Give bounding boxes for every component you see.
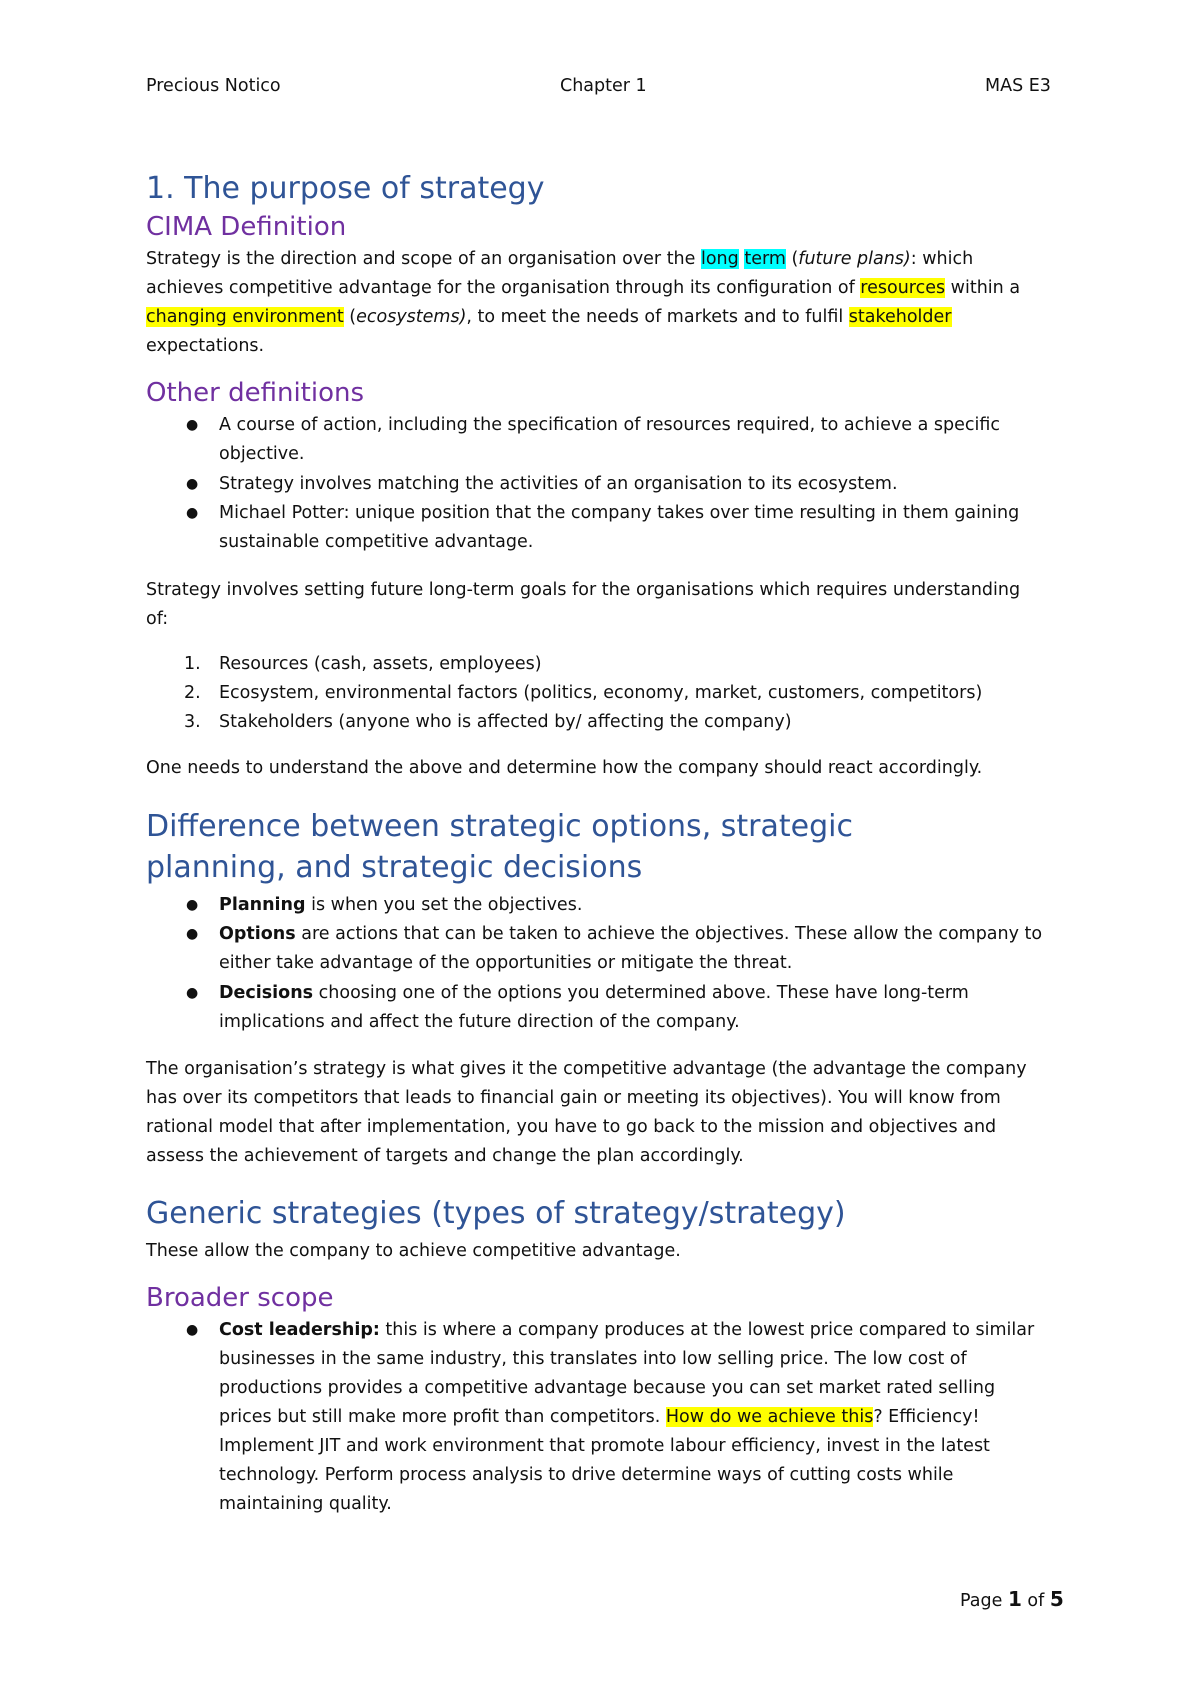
header-author: Precious Notico [146, 76, 281, 96]
section2-para-line-2: has over its competitors that leads to financial gain or meeting its objectives). You will know from [146, 1088, 1001, 1108]
diff-bullet-decisions-line-2: implications and affect the future direction of the company. [219, 1012, 740, 1032]
bullet-icon: ● [186, 985, 199, 1001]
highlight-long: long [700, 249, 739, 269]
other-def-3-line-1: Michael Potter: unique position that the company takes over time resulting in them gaining [219, 503, 1020, 523]
para1-line-1: Strategy involves setting future long-term goals for the organisations which requires understanding [146, 580, 1021, 600]
other-def-3-line-2: sustainable competitive advantage. [219, 532, 534, 552]
cost-line-1: Cost leadership: this is where a company produces at the lowest price compared to similar [219, 1320, 1035, 1340]
bullet-icon: ● [186, 897, 199, 913]
cost-line-6: technology. Perform process analysis to drive determine ways of cutting costs while [219, 1465, 954, 1485]
highlight-term: term [744, 249, 786, 269]
heading-other-definitions: Other definitions [146, 378, 365, 408]
generic-intro: These allow the company to achieve competitive advantage. [146, 1241, 681, 1261]
section2-para-line-1: The organisation’s strategy is what gives it the competitive advantage (the advantage the company [146, 1059, 1027, 1079]
highlight-changing-environment: changing environment [146, 307, 344, 327]
section-title-difference-line-1: Difference between strategic options, strategic [146, 809, 853, 844]
para1-line-2: of: [146, 609, 169, 629]
section2-para-line-3: rational model that after implementation, you have to go back to the mission and objectives and [146, 1117, 997, 1137]
section-title-generic-strategies: Generic strategies (types of strategy/strategy) [146, 1196, 846, 1231]
heading-cima-definition: CIMA Definition [146, 212, 347, 242]
cima-line-3: changing environment (ecosystems), to meet the needs of markets and to fulfil stakeholder [146, 307, 952, 327]
cima-line-2: achieves competitive advantage for the organisation through its configuration of resources within a [146, 278, 1021, 298]
other-def-1-line-2: objective. [219, 444, 305, 464]
diff-bullet-planning: Planning is when you set the objectives. [219, 895, 583, 915]
cima-line-1: Strategy is the direction and scope of an organisation over the long term (future plans): which [146, 249, 974, 269]
cima-line-4: expectations. [146, 336, 265, 356]
page-number: Page 1 of 5 [960, 1587, 1064, 1611]
bullet-icon: ● [186, 476, 199, 492]
para2: One needs to understand the above and determine how the company should react accordingly. [146, 758, 983, 778]
cost-line-7: maintaining quality. [219, 1494, 392, 1514]
other-def-2: Strategy involves matching the activities of an organisation to its ecosystem. [219, 474, 898, 494]
highlight-how-achieve: How do we achieve this [665, 1407, 874, 1427]
highlight-stakeholder: stakeholder [848, 307, 952, 327]
bullet-icon: ● [186, 505, 199, 521]
section-title-difference-line-2: planning, and strategic decisions [146, 850, 643, 885]
numbered-item-2: Ecosystem, environmental factors (politics, economy, market, customers, competitors) [219, 683, 983, 703]
diff-bullet-decisions-line-1: Decisions choosing one of the options you determined above. These have long-term [219, 983, 969, 1003]
diff-bullet-options-line-2: either take advantage of the opportunities or mitigate the threat. [219, 953, 793, 973]
cost-line-4: prices but still make more profit than competitors. How do we achieve this? Efficiency! [219, 1407, 980, 1427]
numbered-item-3: Stakeholders (anyone who is affected by/ affecting the company) [219, 712, 792, 732]
cost-line-2: businesses in the same industry, this translates into low selling price. The low cost of [219, 1349, 967, 1369]
diff-bullet-options-line-1: Options are actions that can be taken to achieve the objectives. These allow the company to [219, 924, 1043, 944]
bullet-icon: ● [186, 926, 199, 942]
list-number: 1. [184, 654, 201, 674]
cost-line-3: productions provides a competitive advantage because you can set market rated selling [219, 1378, 996, 1398]
header-chapter: Chapter 1 [560, 76, 647, 96]
section2-para-line-4: assess the achievement of targets and change the plan accordingly. [146, 1146, 744, 1166]
header-course: MAS E3 [985, 76, 1051, 96]
cost-line-5: Implement JIT and work environment that promote labour efficiency, invest in the latest [219, 1436, 990, 1456]
bullet-icon: ● [186, 417, 199, 433]
other-def-1-line-1: A course of action, including the specification of resources required, to achieve a specific [219, 415, 1001, 435]
highlight-resources: resources [860, 278, 946, 298]
numbered-item-1: Resources (cash, assets, employees) [219, 654, 542, 674]
section-title-purpose: 1. The purpose of strategy [146, 171, 545, 206]
list-number: 2. [184, 683, 201, 703]
heading-broader-scope: Broader scope [146, 1283, 334, 1313]
list-number: 3. [184, 712, 201, 732]
bullet-icon: ● [186, 1322, 199, 1338]
